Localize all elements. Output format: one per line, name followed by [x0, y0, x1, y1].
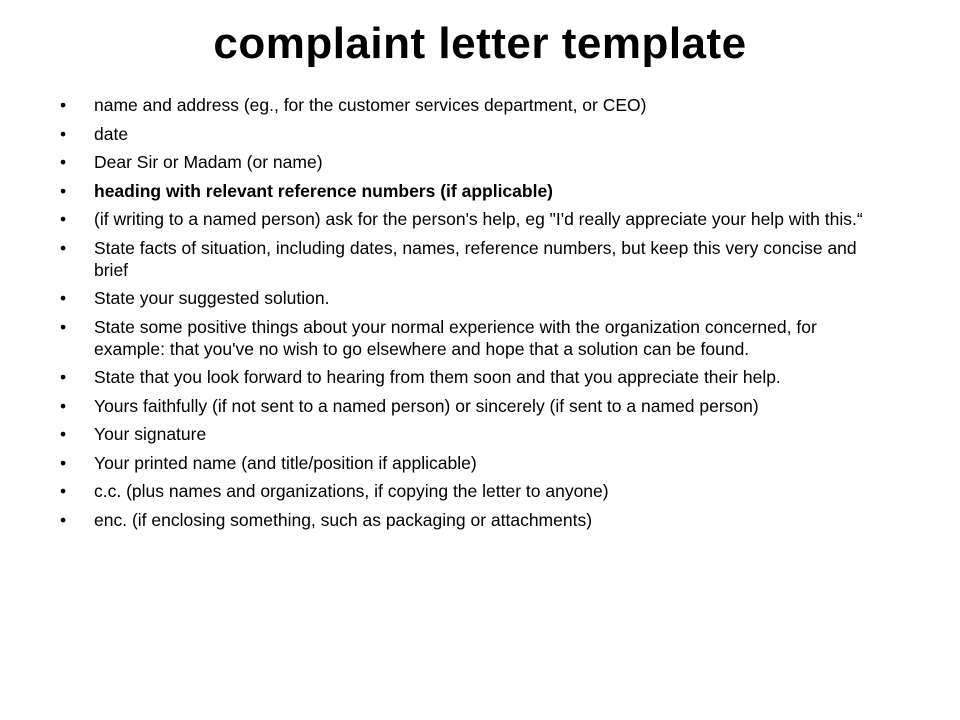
bullet-text: date — [94, 123, 129, 144]
bullet-item — [58, 423, 888, 445]
bullet-item — [58, 94, 888, 116]
bullet-item — [58, 180, 888, 202]
bullet-item — [58, 237, 888, 281]
bullet-point-icon: • — [60, 424, 67, 444]
bullet-text: Dear Sir or Madam (or name) — [94, 152, 323, 172]
bullet-item — [58, 395, 888, 417]
bullet-point-icon: • — [60, 481, 67, 501]
bullet-text: name and address (eg., for the customer services department, or CEO) — [94, 95, 647, 115]
slide-title: complaint letter template — [213, 19, 747, 68]
bullet-text: (if writing to a named person) ask for the person's help, eg "I'd really appreciate your help with this.“ — [94, 209, 863, 229]
bullet-item — [58, 123, 888, 145]
bullet-text: State some positive things about your normal experience with the organization concerned, for example: that you've no wish to go elsewhere and hope that a solution can be found. — [94, 316, 817, 359]
bullet-text: Your printed name (and title/position if applicable) — [94, 452, 477, 473]
bullet-point-icon: • — [60, 95, 67, 115]
bullet-point-icon: • — [60, 152, 67, 172]
bullet-point-icon: • — [60, 509, 67, 530]
bullet-text: enc. (if enclosing something, such as packaging or attachments) — [94, 509, 593, 530]
bullet-list — [58, 94, 888, 537]
bullet-text: c.c. (plus names and organizations, if copying the letter to anyone) — [94, 481, 609, 501]
bullet-point-icon: • — [60, 209, 67, 229]
bullet-point-icon: • — [60, 237, 67, 258]
bullet-item — [58, 480, 888, 502]
bullet-item — [58, 151, 888, 173]
bullet-item — [58, 287, 888, 309]
bullet-point-icon: • — [60, 395, 67, 416]
bullet-item — [58, 452, 888, 474]
bullet-text: State your suggested solution. — [94, 288, 330, 308]
bullet-point-icon: • — [60, 452, 67, 473]
bullet-text: State that you look forward to hearing from them soon and that you appreciate their help. — [94, 367, 781, 387]
bullet-item — [58, 509, 888, 531]
bullet-item — [58, 208, 888, 230]
bullet-text: Yours faithfully (if not sent to a named person) or sincerely (if sent to a named person) — [94, 395, 759, 416]
bullet-point-icon: • — [60, 123, 67, 144]
bullet-text: State facts of situation, including dates, names, reference numbers, but keep this very concise and brief — [94, 237, 857, 280]
bullet-point-icon: • — [60, 316, 67, 337]
bullet-text: Your signature — [94, 424, 207, 444]
bullet-point-icon: • — [60, 180, 67, 201]
bullet-item — [58, 316, 888, 360]
bullet-point-icon: • — [60, 367, 67, 387]
bullet-text: heading with relevant reference numbers (if applicable) — [94, 180, 554, 201]
bullet-item — [58, 366, 888, 388]
bullet-point-icon: • — [60, 288, 67, 308]
